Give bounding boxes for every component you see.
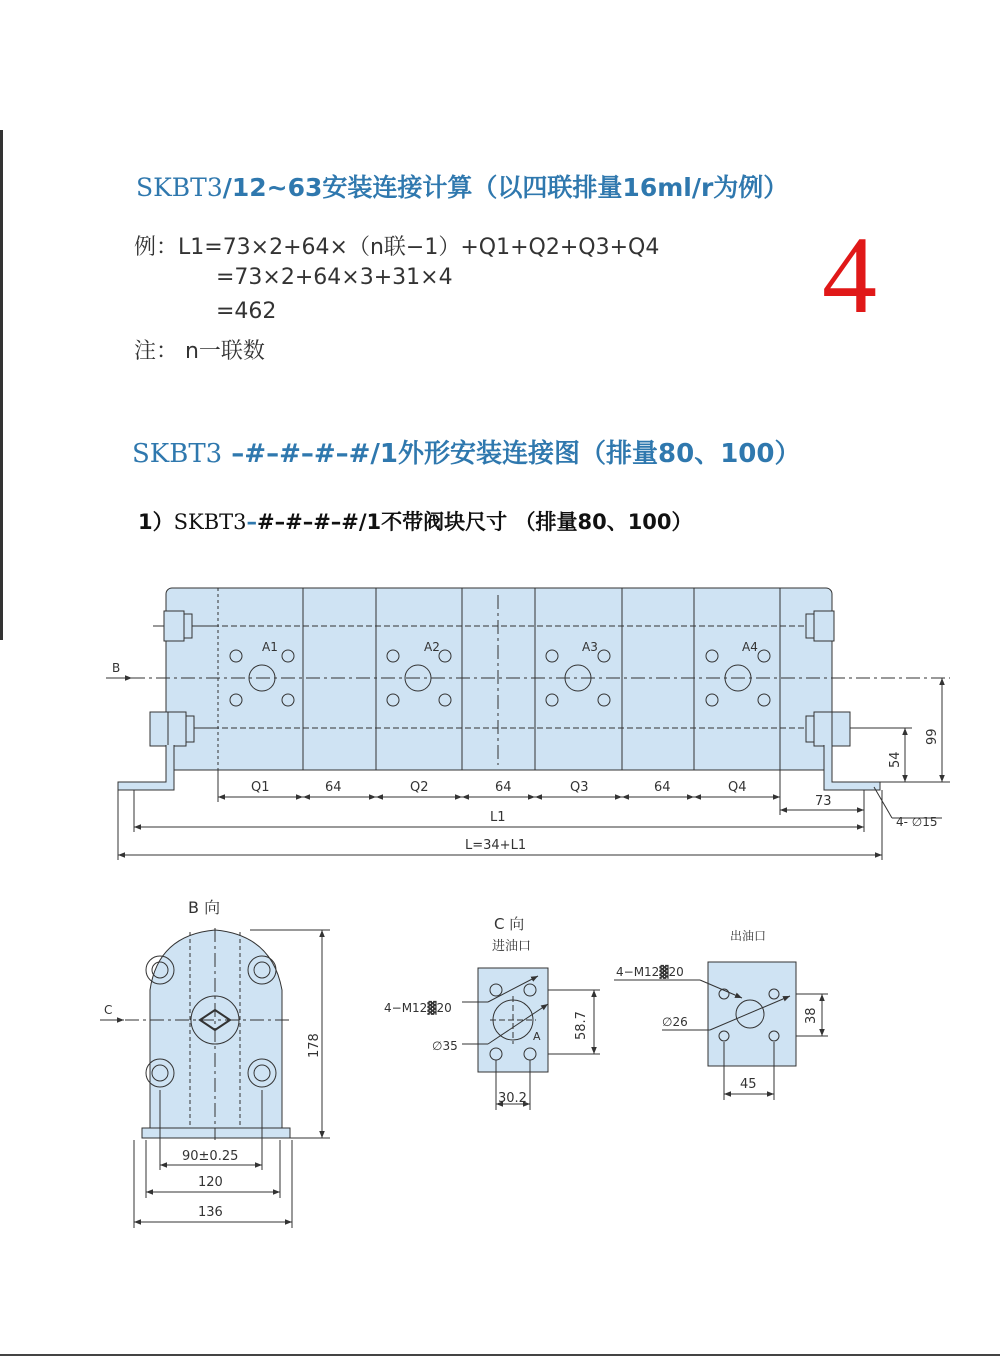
calc-heading-model: SKBT3 [136,173,223,202]
b-view-title: B 向 [188,898,221,917]
dim-120: 120 [198,1175,223,1190]
dim-q4: Q4 [728,780,747,795]
outlet-thread: 4−M12▓20 [616,965,684,979]
dim-q2: Q2 [410,780,429,795]
dim-178: 178 [307,1033,322,1058]
sub-heading-model: SKBT3 [173,510,247,534]
left-foot [118,745,174,790]
b-view-c-label: C [104,1003,113,1017]
dim-64-a: 64 [325,780,342,795]
port-label-a3: A3 [582,640,598,654]
sub-heading-text: #–#–#–#/1不带阀块尺寸 （排量80、100） [257,510,693,534]
c-view-a-label: A [533,1030,541,1043]
section-heading-model: SKBT3 [132,439,223,469]
c-view-title: C 向 [494,915,525,933]
dim-30-2: 30.2 [498,1091,527,1106]
calc-heading-text: /12~63安装连接计算（以四联排量16ml/r为例） [222,173,789,202]
outlet-title: 出油口 [730,929,767,943]
dim-64-c: 64 [654,780,671,795]
port-label-a1: A1 [262,640,278,654]
c-view-thread: 4−M12▓20 [384,1001,452,1015]
dim-45: 45 [740,1077,757,1092]
c-view-bore-label: ∅35 [432,1039,458,1053]
port-label-a4: A4 [742,640,758,654]
dim-q1: Q1 [251,780,270,795]
dim-38: 38 [804,1007,819,1024]
bolt-bottom-left [150,712,194,746]
dim-l1: L1 [490,810,506,825]
right-foot [824,745,880,790]
dim-total-length: L=34+L1 [465,838,527,853]
example-line-3: =462 [216,299,277,324]
dim-136: 136 [198,1205,223,1220]
dim-58-7: 58.7 [574,1011,589,1040]
dim-73: 73 [815,794,832,809]
view-b-label: B [112,661,121,675]
example-line-2: =73×2+64×3+31×4 [216,265,453,290]
bolt-top-right [806,611,834,641]
dim-64-b: 64 [495,780,512,795]
sub-heading-prefix: 1） [138,510,174,534]
bolt-top-left [164,611,192,641]
section-heading-text: –#–#–#–#/1外形安装连接图（排量80、100） [222,439,801,469]
dim-q3: Q3 [570,780,589,795]
dim-99: 99 [925,728,940,745]
outlet-flange [708,962,796,1066]
c-view-subtitle: 进油口 [492,939,532,954]
example-line-1: 例：L1=73×2+64×（n联−1）+Q1+Q2+Q3+Q4 [134,235,660,260]
note-line: 注： n一联数 [134,339,265,364]
dim-90: 90±0.25 [182,1149,239,1164]
sub-heading-code: – [246,510,257,534]
hole-note: 4- ∅15 [896,815,938,829]
dim-54: 54 [888,751,903,768]
outlet-view [614,962,828,1100]
bolt-bottom-right [806,712,850,746]
outlet-bore-label: ∅26 [662,1015,688,1029]
front-view [106,588,950,860]
page-number: 4 [822,214,877,336]
port-label-a2: A2 [424,640,440,654]
pump-body [166,588,832,770]
